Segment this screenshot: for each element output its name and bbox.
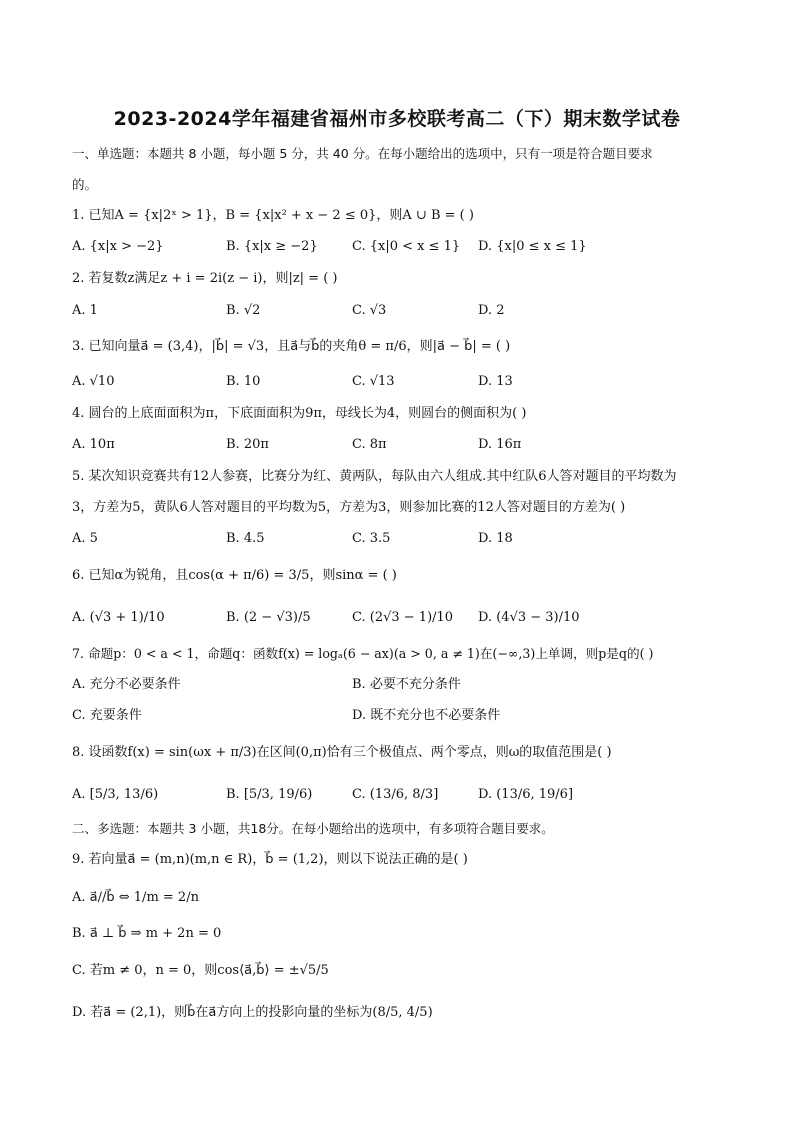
q5-stem-line2: 3，方差为5，黄队6人答对题目的平均数为5，方差为3，则参加比赛的12人答对题目的方差为( ) xyxy=(72,500,626,515)
q7-option-c[interactable]: C. 充要条件 xyxy=(72,708,142,723)
q1-option-b[interactable]: B. {x|x ≥ −2} xyxy=(226,239,318,254)
q1-stem: 1. 已知A = {x|2ˣ > 1}，B = {x|x² + x − 2 ≤ 0}，则A ∪ B = ( ) xyxy=(72,208,474,223)
q1-option-a[interactable]: A. {x|x > −2} xyxy=(72,239,164,254)
q5-option-a[interactable]: A. 5 xyxy=(72,531,98,546)
section1-heading-line1: 一、单选题：本题共 8 小题，每小题 5 分，共 40 分。在每小题给出的选项中，只有一项是符合题目要求 xyxy=(72,146,653,161)
q7-option-a[interactable]: A. 充分不必要条件 xyxy=(72,677,181,692)
section1-heading-line2: 的。 xyxy=(72,177,98,192)
q8-option-b[interactable]: B. [5/3, 19/6) xyxy=(226,787,313,802)
q6-option-d[interactable]: D. (4√3 − 3)/10 xyxy=(478,610,580,625)
q8-option-d[interactable]: D. (13/6, 19/6] xyxy=(478,787,574,802)
q2-option-d[interactable]: D. 2 xyxy=(478,303,505,318)
q5-option-c[interactable]: C. 3.5 xyxy=(352,531,391,546)
q8-option-c[interactable]: C. (13/6, 8/3] xyxy=(352,787,439,802)
q8-stem: 8. 设函数f(x) = sin(ωx + π/3)在区间(0,π)恰有三个极值点、两个零点，则ω的取值范围是( ) xyxy=(72,745,612,760)
q9-stem: 9. 若向量a⃗ = (m,n)(m,n ∈ R)，b⃗ = (1,2)，则以下说法正确的是( ) xyxy=(72,852,468,867)
q3-option-c[interactable]: C. √13 xyxy=(352,374,395,389)
q9-option-c[interactable]: C. 若m ≠ 0，n = 0，则cos⟨a⃗,b⃗⟩ = ±√5/5 xyxy=(72,963,329,978)
q9-option-a[interactable]: A. a⃗//b⃗ ⇔ 1/m = 2/n xyxy=(72,890,199,905)
q3-stem: 3. 已知向量a⃗ = (3,4)，|b⃗| = √3，且a⃗与b⃗的夹角θ = π/6，则|a⃗ − b⃗| = ( ) xyxy=(72,339,511,354)
q6-option-c[interactable]: C. (2√3 − 1)/10 xyxy=(352,610,454,625)
q5-option-d[interactable]: D. 18 xyxy=(478,531,513,546)
q2-option-c[interactable]: C. √3 xyxy=(352,303,387,318)
q4-option-c[interactable]: C. 8π xyxy=(352,437,387,452)
q6-option-b[interactable]: B. (2 − √3)/5 xyxy=(226,610,311,625)
q1-option-d[interactable]: D. {x|0 ≤ x ≤ 1} xyxy=(478,239,587,254)
q4-option-b[interactable]: B. 20π xyxy=(226,437,269,452)
q3-option-a[interactable]: A. √10 xyxy=(72,374,115,389)
exam-title: 2023-2024学年福建省福州市多校联考高二（下）期末数学试卷 xyxy=(113,108,681,130)
q7-option-d[interactable]: D. 既不充分也不必要条件 xyxy=(352,708,501,723)
q9-option-b[interactable]: B. a⃗ ⊥ b⃗ ⇒ m + 2n = 0 xyxy=(72,926,222,941)
q4-stem: 4. 圆台的上底面面积为π，下底面面积为9π，母线长为4，则圆台的侧面积为( ) xyxy=(72,406,527,421)
q8-option-a[interactable]: A. [5/3, 13/6) xyxy=(72,787,159,802)
q2-option-b[interactable]: B. √2 xyxy=(226,303,261,318)
q3-option-b[interactable]: B. 10 xyxy=(226,374,261,389)
q7-option-b[interactable]: B. 必要不充分条件 xyxy=(352,677,461,692)
q6-option-a[interactable]: A. (√3 + 1)/10 xyxy=(72,610,165,625)
q4-option-d[interactable]: D. 16π xyxy=(478,437,522,452)
q7-stem: 7. 命题p：0 < a < 1，命题q：函数f(x) = logₐ(6 − ax)(a > 0, a ≠ 1)在(−∞,3)上单调，则p是q的( ) xyxy=(72,646,654,661)
q2-stem: 2. 若复数z满足z + i = 2i(z − i)，则|z| = ( ) xyxy=(72,271,338,286)
q4-option-a[interactable]: A. 10π xyxy=(72,437,115,452)
q1-option-c[interactable]: C. {x|0 < x ≤ 1} xyxy=(352,239,461,254)
q5-stem-line1: 5. 某次知识竞赛共有12人参赛，比赛分为红、黄两队，每队由六人组成.其中红队6人答对题目的平均数为 xyxy=(72,469,677,484)
section2-heading: 二、多选题：本题共 3 小题，共18分。在每小题给出的选项中，有多项符合题目要求。 xyxy=(72,821,554,836)
q3-option-d[interactable]: D. 13 xyxy=(478,374,513,389)
q9-option-d[interactable]: D. 若a⃗ = (2,1)，则b⃗在a⃗方向上的投影向量的坐标为(8/5, 4/5) xyxy=(72,1005,433,1020)
q5-option-b[interactable]: B. 4.5 xyxy=(226,531,265,546)
q6-stem: 6. 已知α为锐角，且cos(α + π/6) = 3/5，则sinα = ( ) xyxy=(72,568,397,583)
q2-option-a[interactable]: A. 1 xyxy=(72,303,98,318)
